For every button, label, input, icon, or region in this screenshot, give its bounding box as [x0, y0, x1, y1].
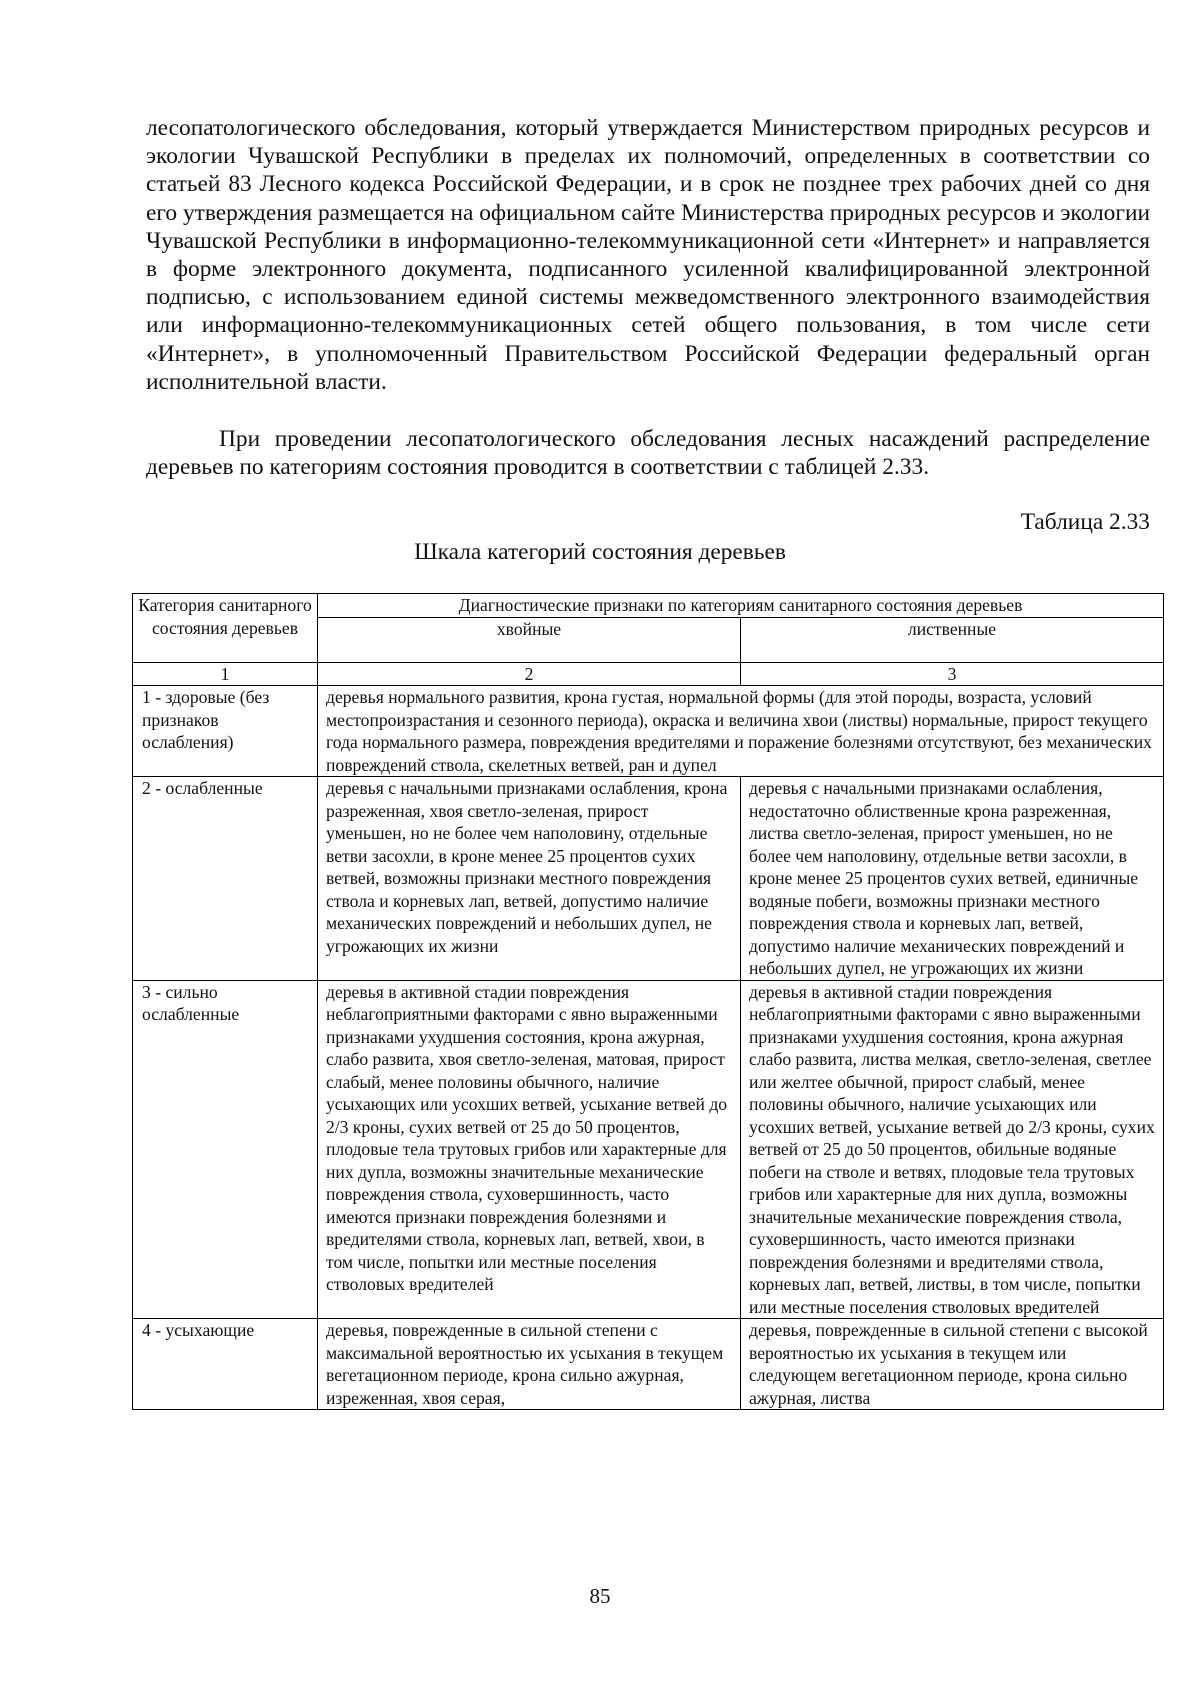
table-row: [133, 980, 1164, 1319]
table-header-row: [133, 594, 1164, 618]
row-category: 4 - усыхающие: [133, 1319, 318, 1410]
row-conifers-description: деревья в активной стадии повреждения неблагоприятными факторами с явно выраженными признаками ухудшения состояния, крона ажурная, слабо развита, хвоя светло-зеленая, матовая, прирост слабый, менее половины обычного, наличие усыхающих или усохших ветвей, усыхание ветвей до 2/3 кроны, сухих ветвей от 25 до 50 процентов, плодовые тела трутовых грибов или характерные для них дупла, возможны значительные механические повреждения ствола, суховершинность, часто имеются признаки повреждения болезнями и вредителями ствола, корневых лап, ветвей, хвои, в том числе, попытки или местные поселения стволовых вредителей: [318, 980, 741, 1319]
row-combined-description: деревья нормального развития, крона густая, нормальной формы (для этой породы, возраста, условий местопроизрастания и сезонного периода), окраска и величина хвои (листвы) нормальные, прирост текущего года нормального размера, повреждения вредителями и поражение болезнями отсутствуют, без механических повреждений ствола, скелетных ветвей, ран и дупел: [318, 686, 1164, 777]
column-number-3: 3: [741, 662, 1164, 686]
page-number: 85: [589, 1584, 611, 1608]
row-category: 2 - ослабленные: [133, 777, 318, 981]
row-deciduous-description: деревья в активной стадии повреждения неблагоприятными факторами с явно выраженными признаками ухудшения состояния, крона ажурная слабо развита, листва мелкая, светло-зеленая, светлее или желтее обычной, прирост слабый, менее половины обычного, наличие усыхающих или усохших ветвей, усыхание ветвей до 2/3 кроны, сухих ветвей от 25 до 50 процентов, обильные водяные побеги на стволе и ветвях, плодовые тела трутовых грибов или характерные для них дупла, возможны значительные механические повреждения ствола, суховершинность, часто имеются признаки повреждения болезнями и вредителями ствола, корневых лап, ветвей, листвы, в том числе, попытки или местные поселения стволовых вредителей: [741, 980, 1164, 1319]
table-row: [133, 686, 1164, 777]
column-number-1: 1: [133, 662, 318, 686]
body-paragraph-2: При проведении лесопатологического обследования лесных насаждений распределение деревьев по категориям состояния проводится в соответствии с таблицей 2.33.: [146, 426, 1150, 481]
header-conifers: хвойные: [318, 617, 741, 662]
row-category: 3 - сильно ослабленные: [133, 980, 318, 1319]
table-column-numbers: [133, 662, 1164, 686]
column-number-2: 2: [318, 662, 741, 686]
table-row: [133, 777, 1164, 981]
header-diagnostic: Диагностические признаки по категориям санитарного состояния деревьев: [318, 594, 1164, 618]
table-title: Шкала категорий состояния деревьев: [414, 539, 786, 565]
header-category: Категория санитарного состояния деревьев: [133, 594, 318, 663]
body-paragraph-1: лесопатологического обследования, который утверждается Министерством природных ресурсов и экологии Чувашской Республики в пределах их полномочий, определенных в соответствии со статьей 83 Лесного кодекса Российской Федерации, и в срок не позднее трех рабочих дней со дня его утверждения размещается на официальном сайте Министерства природных ресурсов и экологии Чувашской Республики в информационно-телекоммуникационной сети «Интернет» и направляется в форме электронного документа, подписанного усиленной квалифицированной электронной подписью, с использованием единой системы межведомственного электронного взаимодействия или информационно-телекоммуникационных сетей общего пользования, в том числе сети «Интернет», в уполномоченный Правительством Российской Федерации федеральный орган исполнительной власти.: [146, 115, 1150, 395]
table-row: [133, 1319, 1164, 1410]
table-number-label: Таблица 2.33: [1020, 509, 1150, 535]
row-deciduous-description: деревья с начальными признаками ослабления, недостаточно облиственные крона разреженная, листва светло-зеленая, прирост уменьшен, но не более чем наполовину, отдельные ветви засохли, в кроне менее 25 процентов сухих ветвей, единичные водяные побеги, возможны признаки местного повреждения ствола и корневых лап, ветвей, допустимо наличие механических повреждений и небольших дупел, не угрожающих их жизни: [741, 777, 1164, 981]
row-category: 1 - здоровые (без признаков ослабления): [133, 686, 318, 777]
row-conifers-description: деревья, поврежденные в сильной степени с максимальной вероятностью их усыхания в текущем вегетационном периоде, крона сильно ажурная, изреженная, хвоя серая,: [318, 1319, 741, 1410]
header-deciduous: лиственные: [741, 617, 1164, 662]
row-conifers-description: деревья с начальными признаками ослабления, крона разреженная, хвоя светло-зеленая, прирост уменьшен, но не более чем наполовину, отдельные ветви засохли, в кроне менее 25 процентов сухих ветвей, возможны признаки местного повреждения ствола и корневых лап, ветвей, допустимо наличие механических повреждений и небольших дупел, не угрожающих их жизни: [318, 777, 741, 981]
tree-condition-table: [132, 593, 1164, 1410]
row-deciduous-description: деревья, поврежденные в сильной степени с высокой вероятностью их усыхания в текущем или следующем вегетационном периоде, крона сильно ажурная, листва: [741, 1319, 1164, 1410]
